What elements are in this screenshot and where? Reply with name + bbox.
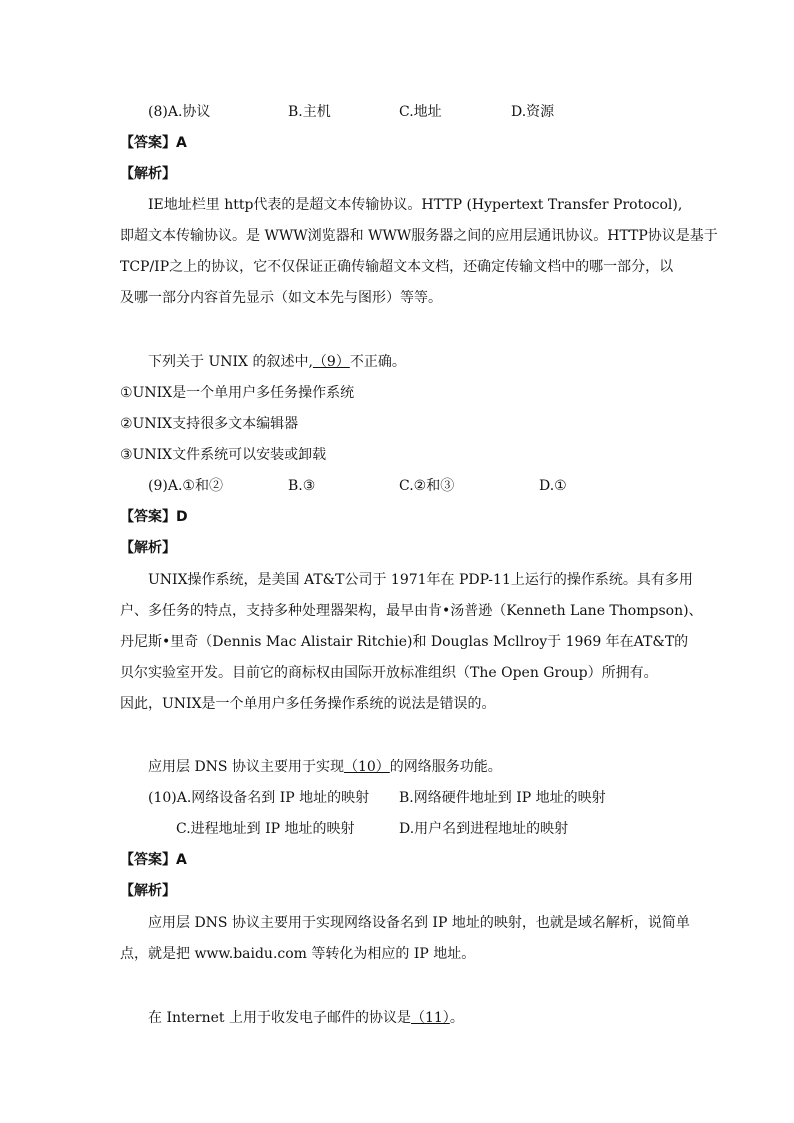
q8-option-c: C.地址 (399, 104, 442, 120)
q11-blank: （11） (410, 1010, 450, 1026)
answer-value: D (176, 509, 188, 525)
q9-analysis-line-3: 丹尼斯•里奇（Dennis Mac Alistair Ritchie)和 Douglas Mcllroy于 1969 年在AT&T的 (120, 634, 689, 650)
q8-analysis-line-3: TCP/IP之上的协议，它不仅保证正确传输超文本文档，还确定传输文档中的哪一部分，以 (120, 259, 674, 275)
q9-analysis-line-2: 户、多任务的特点，支持多种处理器架构，最早由肯•汤普逊（Kenneth Lane Thompson)、 (120, 603, 703, 619)
answer-label: 【答案】 (120, 852, 176, 868)
q9-item-3: ③UNIX文件系统可以安装或卸载 (120, 447, 327, 463)
q9-stem-end: 不正确。 (349, 354, 406, 370)
q10-option-b: B.网络硬件地址到 IP 地址的映射 (399, 790, 606, 806)
q10-analysis-label: 【解析】 (120, 883, 176, 899)
q9-stem (148, 352, 406, 372)
q9-analysis-label: 【解析】 (120, 540, 176, 556)
q9-analysis-line-1: UNIX操作系统，是美国 AT&T公司于 1971年在 PDP-11上运行的操作系统。具有多用 (148, 572, 693, 588)
q10-option-d: D.用户名到进程地址的映射 (399, 821, 569, 837)
q9-stem-text: 下列关于 UNIX 的叙述中, (148, 354, 313, 370)
q9-conclusion: 因此，UNIX是一个单用户多任务操作系统的说法是错误的。 (120, 696, 496, 712)
q10-option-a: (10)A.网络设备名到 IP 地址的映射 (148, 790, 370, 806)
q9-item-2: ②UNIX支持很多文本编辑器 (120, 416, 299, 432)
q11-stem-text: 在 Internet 上用于收发电子邮件的协议是 (148, 1010, 411, 1026)
q8-analysis-line-2: 即超文本传输协议。是 WWW浏览器和 WWW服务器之间的应用层通讯协议。HTTP协议是基于 (120, 228, 718, 244)
q8-analysis-label: 【解析】 (120, 166, 176, 182)
q9-option-b: B.③ (288, 478, 316, 494)
q10-stem-text: 应用层 DNS 协议主要用于实现 (148, 759, 344, 775)
q9-option-d: D.① (539, 478, 567, 494)
q10-stem-end: 的网络服务功能。 (389, 759, 502, 775)
q10-blank: （10） (343, 759, 390, 775)
q11-stem (148, 1008, 464, 1028)
q9-blank: （9） (312, 354, 350, 370)
q10-option-c: C.进程地址到 IP 地址的映射 (176, 821, 355, 837)
q11-stem-end: 。 (449, 1010, 464, 1026)
q9-answer (120, 507, 188, 527)
q10-stem (148, 757, 502, 777)
q8-option-a: (8)A.协议 (148, 104, 211, 120)
q10-analysis-line-2: 点，就是把 www.baidu.com 等转化为相应的 IP 地址。 (120, 946, 476, 962)
q10-analysis-line-1: 应用层 DNS 协议主要用于实现网络设备名到 IP 地址的映射，也就是域名解析，说简单 (148, 915, 690, 931)
answer-value: A (176, 135, 187, 151)
q8-option-d: D.资源 (511, 104, 555, 120)
q9-analysis-line-4: 贝尔实验室开发。目前它的商标权由国际开放标准组织（The Open Group）所拥有。 (120, 665, 658, 681)
answer-label: 【答案】 (120, 509, 176, 525)
q8-answer (120, 133, 187, 153)
q8-analysis-line-4: 及哪一部分内容首先显示（如文本先与图形）等等。 (120, 290, 442, 306)
answer-label: 【答案】 (120, 135, 176, 151)
q9-item-1: ①UNIX是一个单用户多任务操作系统 (120, 385, 355, 401)
q8-option-b: B.主机 (288, 104, 331, 120)
q10-answer (120, 850, 187, 870)
q8-analysis-line-1: IE地址栏里 http代表的是超文本传输协议。HTTP (Hypertext Transfer Protocol), (148, 197, 683, 213)
q9-option-c: C.②和③ (399, 478, 455, 494)
answer-value: A (176, 852, 187, 868)
q9-option-a: (9)A.①和② (148, 478, 223, 494)
